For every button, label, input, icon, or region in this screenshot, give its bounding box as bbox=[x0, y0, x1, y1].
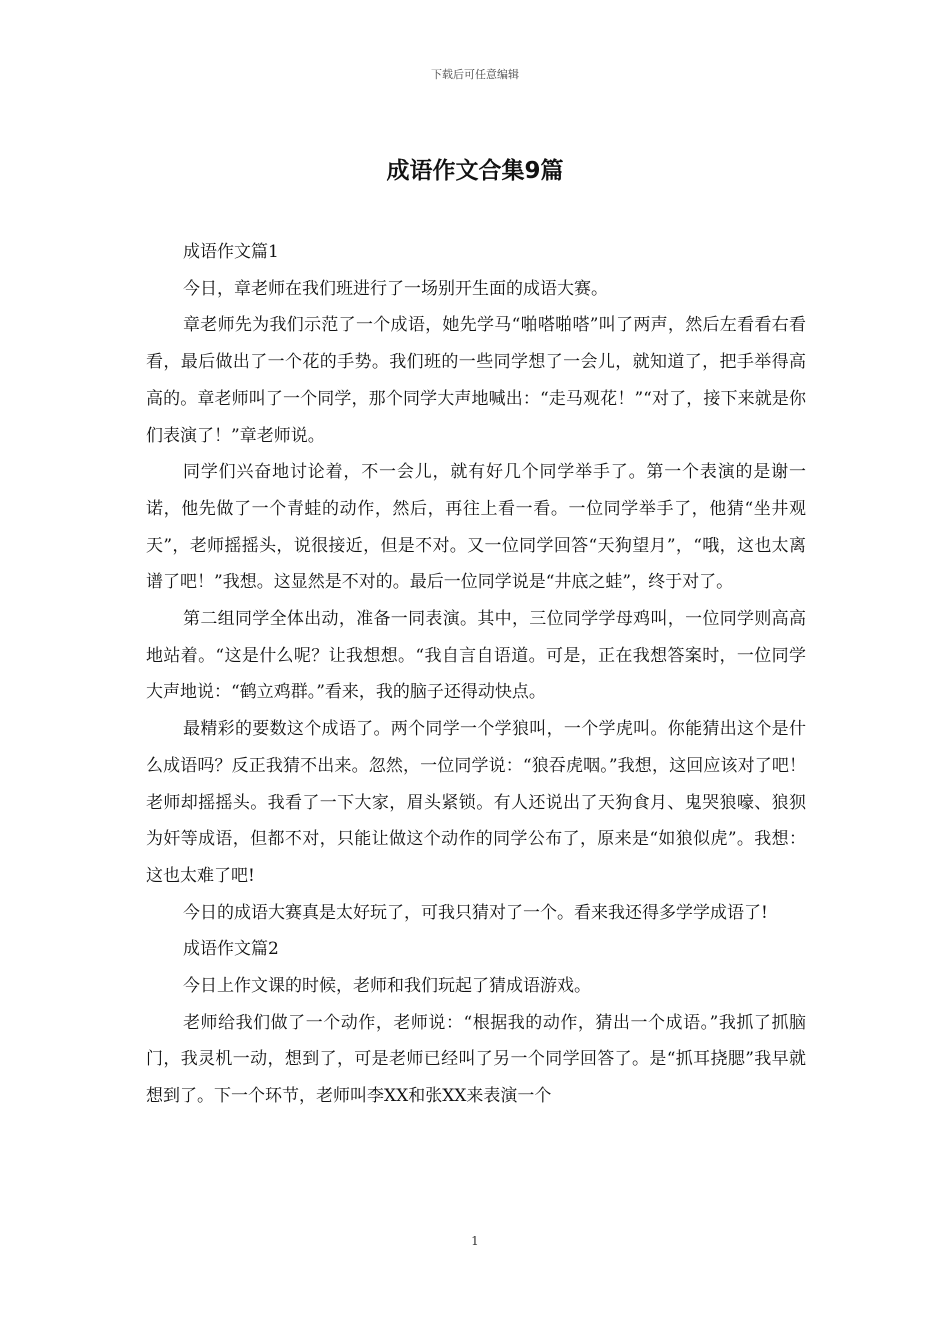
document-title: 成语作文合集9篇 bbox=[386, 158, 564, 184]
page-number: 1 bbox=[471, 1234, 479, 1248]
paragraph: 最精彩的要数这个成语了。两个同学一个学狼叫，一个学虎叫。你能猜出这个是什么成语吗？反正我猜不出来。忽然，一位同学说：“狼吞虎咽。”我想，这回应该对了吧！老师却摇摇头。我看了一下大家，眉头紧锁。有人还说出了天狗食月、鬼哭狼嚎、狼狈为奸等成语，但都不对，只能让做这个动作的同学公布了，原来是“如狼似虎”。我想：这也太难了吧! bbox=[146, 719, 806, 886]
paragraph: 今日上作文课的时候，老师和我们玩起了猜成语游戏。 bbox=[183, 976, 591, 997]
section-heading: 成语作文篇1 bbox=[183, 242, 279, 262]
paragraph: 老师给我们做了一个动作，老师说：“根据我的动作，猜出一个成语。”我抓了抓脑门，我灵机一动，想到了，可是老师已经叫了另一个同学回答了。是“抓耳挠腮”我早就想到了。下一个环节，老师叫李XX和张XX来表演一个 bbox=[146, 1012, 806, 1107]
paragraph: 同学们兴奋地讨论着，不一会儿，就有好几个同学举手了。第一个表演的是谢一诺，他先做了一个青蛙的动作，然后，再往上看一看。一位同学举手了，他猜“坐井观天”，老师摇摇头，说很接近，但是不对。又一位同学回答“天狗望月”，“哦，这也太离谱了吧！”我想。这显然是不对的。最后一位同学说是“井底之蛙”，终于对了。 bbox=[146, 462, 806, 593]
document-body bbox=[146, 234, 806, 1115]
paragraph: 今日，章老师在我们班进行了一场别开生面的成语大赛。 bbox=[183, 278, 608, 299]
page-header-note: 下载后可任意编辑 bbox=[431, 68, 519, 81]
paragraph: 今日的成语大赛真是太好玩了，可我只猜对了一个。看来我还得多学学成语了! bbox=[183, 902, 768, 923]
section-heading: 成语作文篇2 bbox=[183, 939, 279, 960]
paragraph: 章老师先为我们示范了一个成语，她先学马“啪嗒啪嗒”叫了两声，然后左看看右看看，最后做出了一个花的手势。我们班的一些同学想了一会儿，就知道了，把手举得高高的。章老师叫了一个同学，那个同学大声地喊出：“走马观花！”“对了，接下来就是你们表演了！”章老师说。 bbox=[146, 315, 806, 446]
paragraph: 第二组同学全体出动，准备一同表演。其中，三位同学学母鸡叫，一位同学则高高地站着。“这是什么呢？让我想想。“我自言自语道。可是，正在我想答案时，一位同学大声地说：“鹤立鸡群。”看来，我的脑子还得动快点。 bbox=[146, 609, 806, 703]
